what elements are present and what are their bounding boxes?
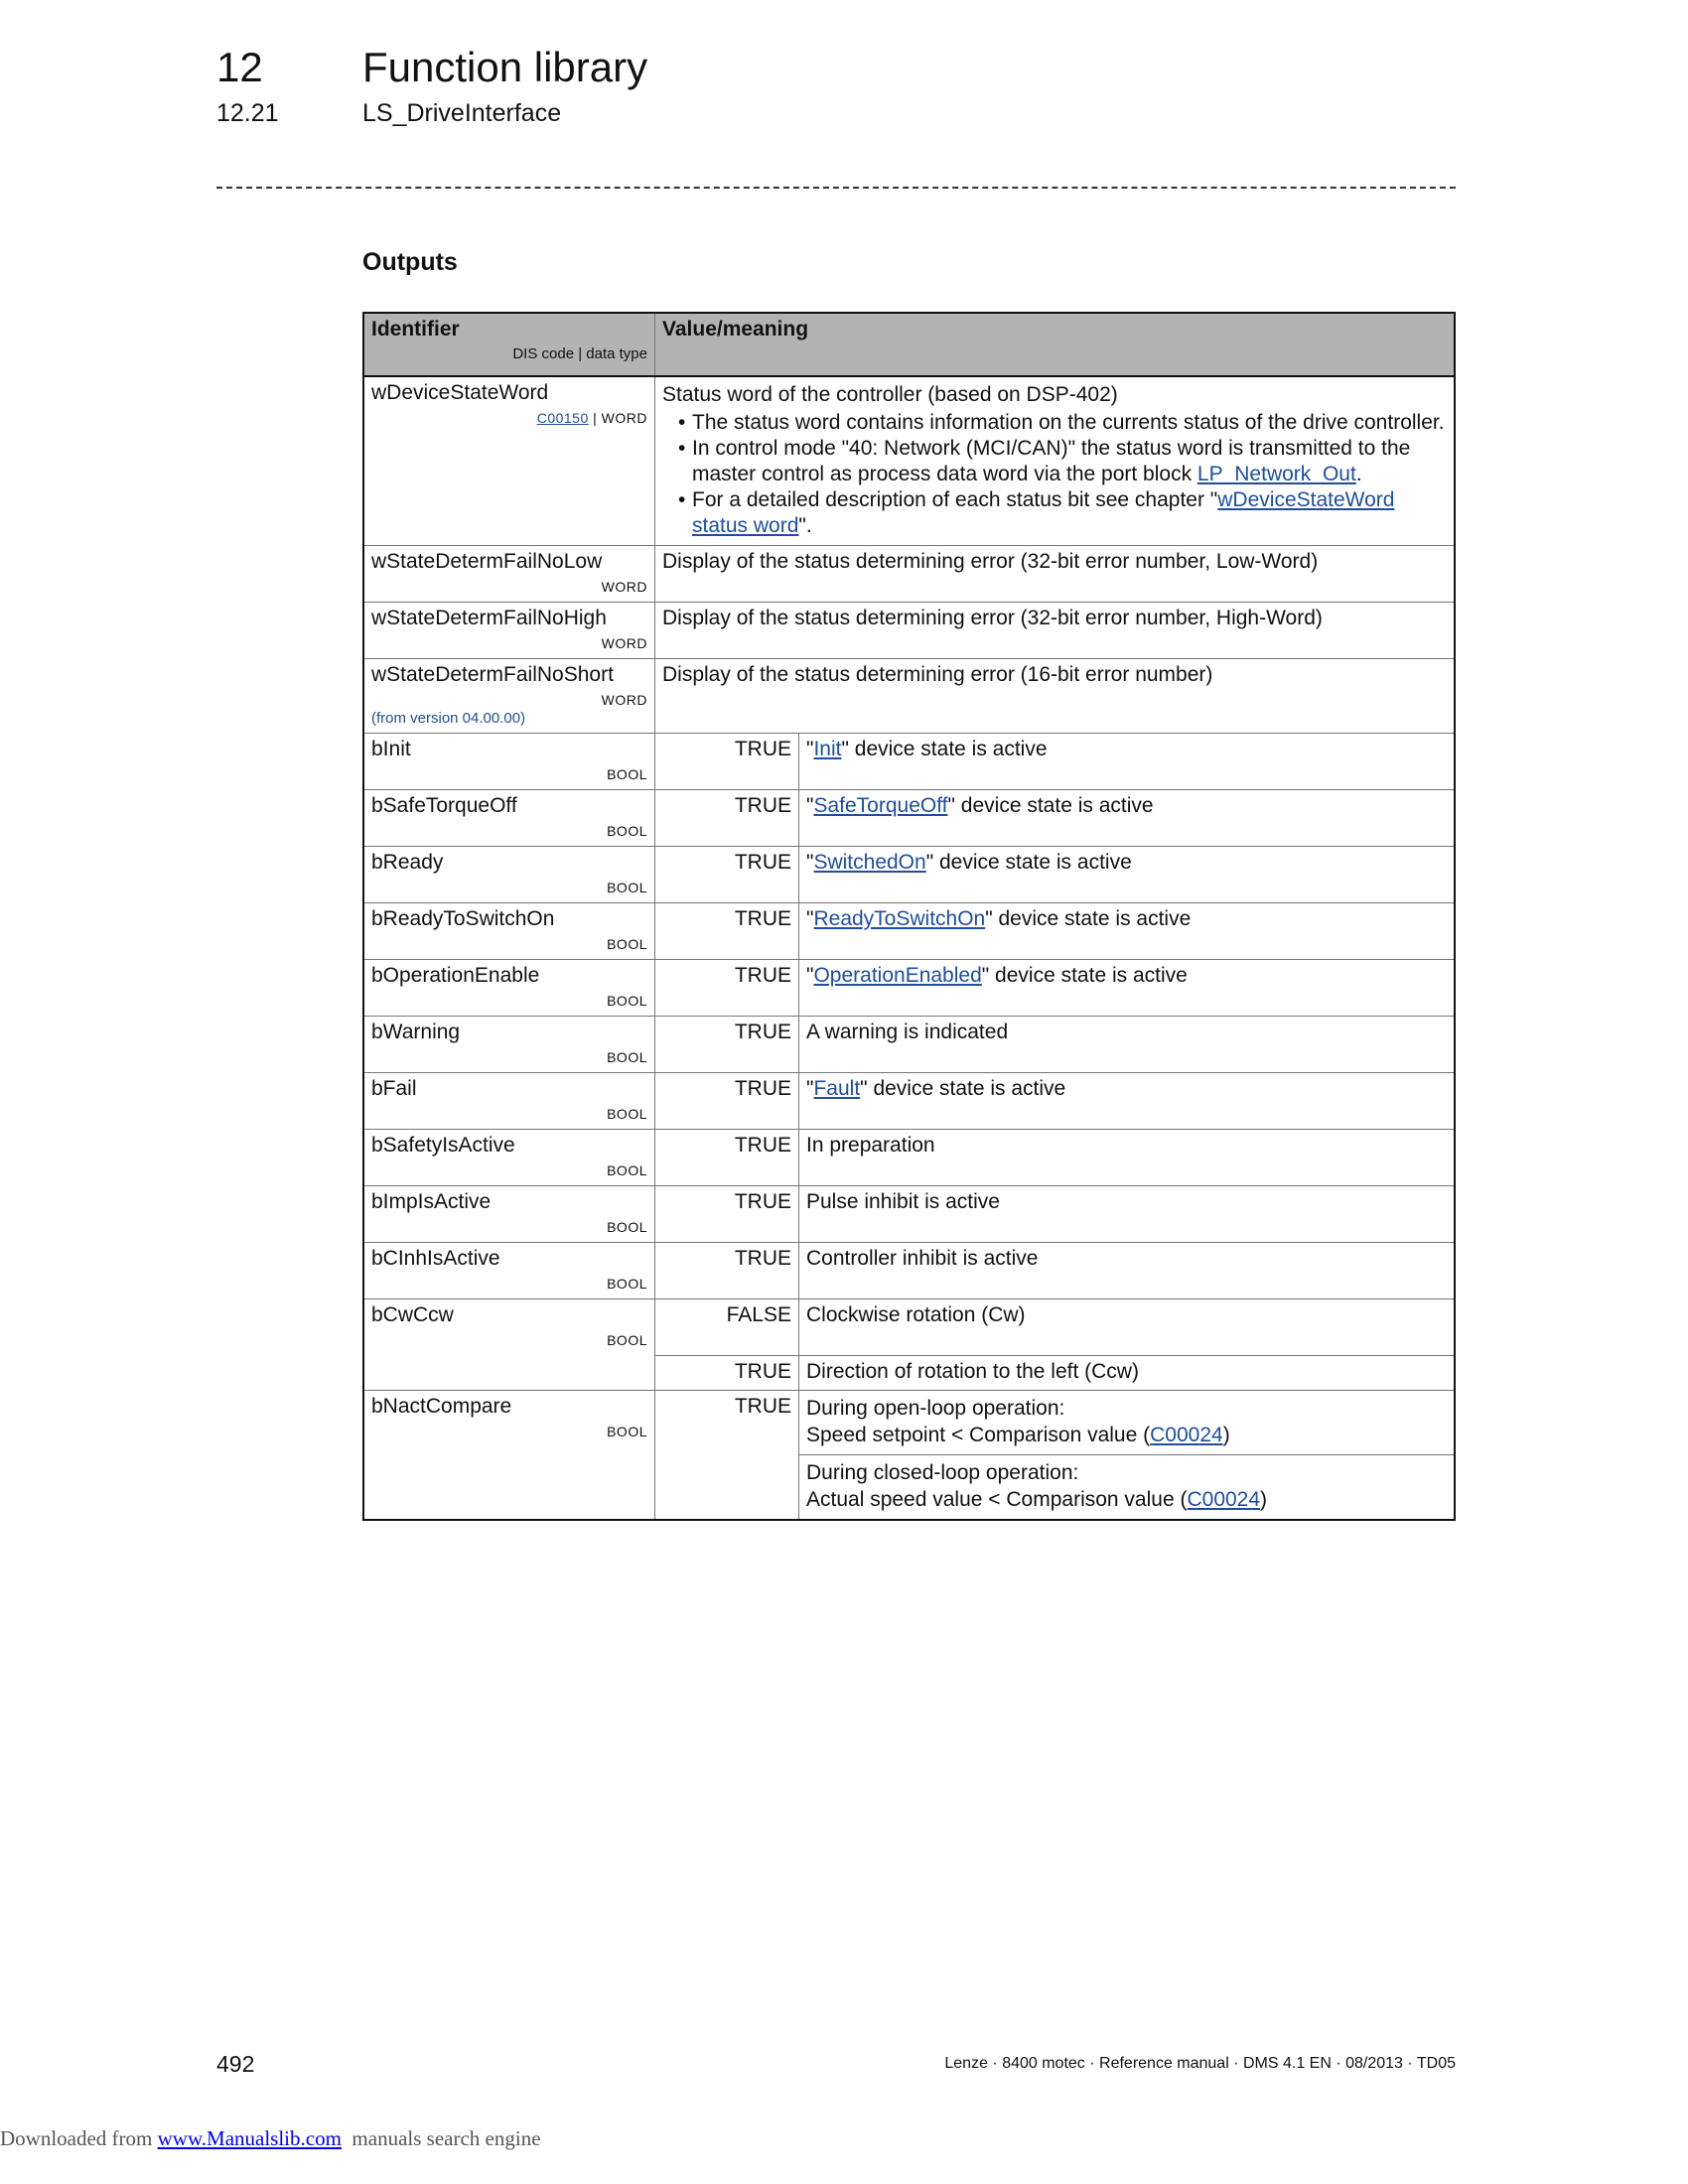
identifier-cell	[363, 1391, 655, 1521]
meaning-text: "	[806, 907, 814, 930]
identifier: bOperationEnable	[371, 964, 540, 987]
device-state-link[interactable]: OperationEnabled	[813, 964, 982, 987]
table-row	[363, 1017, 1455, 1073]
meaning-cell: Direction of rotation to the left (Ccw)	[799, 1356, 1456, 1391]
page-number: 492	[216, 2051, 255, 2077]
meaning-text: "	[806, 738, 814, 760]
meaning-cell: Clockwise rotation (Cw)	[799, 1299, 1456, 1356]
header-value-meaning: Value/meaning	[655, 313, 1456, 376]
identifier: wStateDetermFailNoShort	[371, 663, 614, 686]
data-type: BOOL	[607, 766, 647, 782]
meaning-cell	[655, 376, 1456, 546]
meaning-cell	[799, 1186, 1456, 1243]
identifier-cell	[363, 960, 655, 1017]
identifier: wStateDetermFailNoHigh	[371, 607, 607, 629]
identifier-cell	[363, 1130, 655, 1186]
bullet-text: For a detailed description of each status bit see chapter "	[692, 488, 1218, 511]
download-note	[0, 2126, 541, 2151]
value-cell: TRUE	[655, 847, 799, 903]
bullet-text: ".	[798, 514, 812, 537]
value-cell: TRUE	[655, 1356, 799, 1391]
meaning-cell	[799, 1130, 1456, 1186]
identifier: bSafetyIsActive	[371, 1134, 515, 1157]
meaning-cell	[799, 1391, 1456, 1455]
value-cell: FALSE	[655, 1299, 799, 1356]
identifier: bSafeTorqueOff	[371, 794, 517, 817]
manualslib-link[interactable]: www.Manualslib.com	[157, 2126, 342, 2150]
meaning-text: " device state is active	[860, 1077, 1066, 1100]
meaning-text: "	[806, 1077, 814, 1100]
header-identifier-label: Identifier	[371, 318, 460, 341]
meaning-cell	[799, 1455, 1456, 1521]
meaning-cell	[799, 1073, 1456, 1130]
identifier-cell	[363, 1299, 655, 1391]
chapter-number: 12	[216, 44, 263, 90]
identifier-cell	[363, 546, 655, 603]
section-heading: Outputs	[362, 248, 458, 276]
table-row	[363, 1130, 1455, 1186]
identifier: bReadyToSwitchOn	[371, 907, 555, 930]
data-type: BOOL	[607, 1106, 647, 1122]
status-word-chapter-link[interactable]: wDeviceStateWord status word	[692, 488, 1395, 537]
outputs-table	[362, 312, 1456, 1521]
header-identifier	[363, 313, 655, 376]
bullet-item: • The status word contains information on the currents status of the drive controller.	[692, 410, 1447, 436]
identifier-cell	[363, 1073, 655, 1130]
section-number: 12.21	[216, 99, 279, 127]
table-row	[363, 603, 1455, 659]
meaning-line	[806, 1422, 1447, 1448]
value-cell: TRUE	[655, 1130, 799, 1186]
table-row	[363, 847, 1455, 903]
meaning-line: During open-loop operation:	[806, 1397, 1065, 1420]
data-type: BOOL	[607, 880, 647, 895]
c00024-link[interactable]: C00024	[1150, 1424, 1223, 1446]
meaning-intro: Status word of the controller (based on DSP-402)	[662, 383, 1118, 406]
data-type: WORD	[601, 635, 647, 651]
meaning-text: Speed setpoint < Comparison value (	[806, 1424, 1151, 1446]
identifier: bNactCompare	[371, 1395, 512, 1418]
value-cell: TRUE	[655, 1186, 799, 1243]
meaning-text: "	[806, 851, 814, 874]
table-row	[363, 659, 1455, 734]
bullet-item	[692, 436, 1447, 487]
value-cell: TRUE	[655, 1073, 799, 1130]
value-cell: TRUE	[655, 1391, 799, 1521]
identifier-cell	[363, 1186, 655, 1243]
meaning-text: " device state is active	[985, 907, 1192, 930]
data-type: BOOL	[607, 823, 647, 839]
meaning-cell: Display of the status determining error (32-bit error number, Low-Word)	[655, 546, 1456, 603]
table-header-row	[363, 313, 1455, 376]
identifier: wStateDetermFailNoLow	[371, 550, 603, 573]
value-cell: TRUE	[655, 734, 799, 790]
meaning-text: In preparation	[806, 1134, 935, 1157]
identifier: wDeviceStateWord	[371, 381, 549, 404]
table-row	[363, 903, 1455, 960]
c00024-link[interactable]: C00024	[1187, 1488, 1261, 1511]
meaning-text: " device state is active	[841, 738, 1048, 760]
identifier: bImpIsActive	[371, 1190, 492, 1213]
meaning-cell	[799, 847, 1456, 903]
identifier-cell	[363, 659, 655, 734]
chapter-title: Function library	[362, 44, 648, 90]
data-type: BOOL	[607, 993, 647, 1009]
version-note: (from version 04.00.00)	[371, 710, 526, 727]
meaning-text: "	[806, 794, 814, 817]
meaning-cell	[799, 1243, 1456, 1299]
device-state-link[interactable]: SafeTorqueOff	[813, 794, 948, 817]
identifier-cell	[363, 1017, 655, 1073]
data-type: WORD	[601, 579, 647, 595]
data-type: BOOL	[607, 1162, 647, 1178]
meaning-cell: Display of the status determining error (32-bit error number, High-Word)	[655, 603, 1456, 659]
meaning-line	[806, 1486, 1447, 1513]
table-row	[363, 546, 1455, 603]
device-state-link[interactable]: SwitchedOn	[813, 851, 926, 874]
header-identifier-sub: DIS code | data type	[512, 345, 647, 362]
data-type: BOOL	[607, 1332, 647, 1348]
data-type: BOOL	[607, 1276, 647, 1292]
meaning-text: )	[1260, 1488, 1268, 1511]
table-row	[363, 1391, 1455, 1455]
meaning-bullets	[662, 410, 1447, 539]
meaning-text: Actual speed value < Comparison value (	[806, 1488, 1188, 1511]
data-type: BOOL	[607, 936, 647, 952]
download-text: Downloaded from	[0, 2126, 158, 2150]
meaning-text: " device state is active	[925, 851, 1132, 874]
table-row	[363, 1186, 1455, 1243]
identifier-cell	[363, 1243, 655, 1299]
device-state-link[interactable]: Fault	[813, 1077, 861, 1100]
meaning-cell	[799, 790, 1456, 847]
meaning-text: "	[806, 964, 814, 987]
section-title: LS_DriveInterface	[362, 99, 562, 127]
bullet-text: In control mode "40: Network (MCI/CAN)" the status word is transmitted to the master control as process data word via the port block	[692, 437, 1411, 485]
meaning-text: Controller inhibit is active	[806, 1247, 1039, 1270]
meaning-cell	[799, 1017, 1456, 1073]
value-cell: TRUE	[655, 1017, 799, 1073]
data-type: BOOL	[607, 1049, 647, 1065]
table-row	[363, 1073, 1455, 1130]
meaning-cell	[799, 960, 1456, 1017]
table-row	[363, 734, 1455, 790]
device-state-link[interactable]: ReadyToSwitchOn	[813, 907, 986, 930]
data-type: BOOL	[607, 1219, 647, 1235]
bullet-item	[692, 487, 1447, 539]
table-row	[363, 1299, 1455, 1356]
identifier: bWarning	[371, 1021, 461, 1043]
identifier: bReady	[371, 851, 444, 874]
table-row	[363, 790, 1455, 847]
data-type: WORD	[601, 692, 647, 708]
meaning-cell: Display of the status determining error (16-bit error number)	[655, 659, 1456, 734]
data-type: BOOL	[607, 1424, 647, 1439]
value-cell: TRUE	[655, 1243, 799, 1299]
lp-network-out-link[interactable]: LP_Network_Out	[1196, 463, 1356, 485]
device-state-link[interactable]: Init	[813, 738, 842, 760]
meaning-text: " device state is active	[981, 964, 1188, 987]
value-cell: TRUE	[655, 903, 799, 960]
value-cell: TRUE	[655, 960, 799, 1017]
meaning-cell	[799, 903, 1456, 960]
download-text: manuals search engine	[341, 2126, 541, 2150]
identifier-cell	[363, 903, 655, 960]
identifier-cell	[363, 790, 655, 847]
table-row	[363, 960, 1455, 1017]
meaning-text: )	[1222, 1424, 1230, 1446]
bullet-text: .	[1355, 463, 1362, 485]
meaning-line: During closed-loop operation:	[806, 1461, 1079, 1484]
meaning-cell	[799, 734, 1456, 790]
header-divider	[216, 187, 1456, 189]
identifier: bCInhIsActive	[371, 1247, 500, 1270]
table-row	[363, 1243, 1455, 1299]
meaning-text: Pulse inhibit is active	[806, 1190, 1000, 1213]
identifier: bInit	[371, 738, 411, 760]
footer-info: Lenze · 8400 motec · Reference manual · DMS 4.1 EN · 08/2013 · TD05	[944, 2055, 1456, 2072]
dis-code-link[interactable]: C00150	[536, 410, 589, 426]
identifier-cell	[363, 376, 655, 546]
meaning-text: " device state is active	[947, 794, 1154, 817]
identifier: bFail	[371, 1077, 417, 1100]
identifier: bCwCcw	[371, 1303, 454, 1326]
meaning-text: A warning is indicated	[806, 1021, 1009, 1043]
identifier-cell	[363, 603, 655, 659]
table-row	[363, 376, 1455, 546]
value-cell: TRUE	[655, 790, 799, 847]
identifier-cell	[363, 734, 655, 790]
data-type: | WORD	[588, 410, 647, 426]
identifier-cell	[363, 847, 655, 903]
